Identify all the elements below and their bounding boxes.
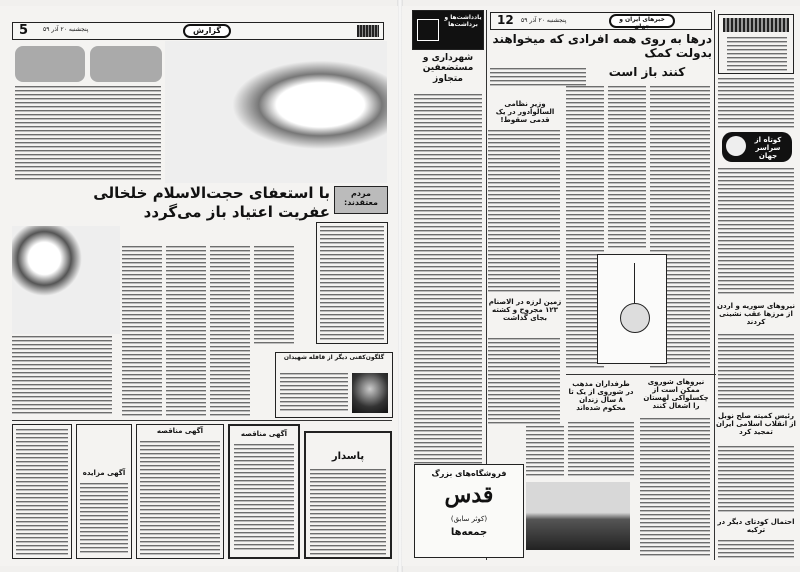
ad-line: جمعه‌ها [450,527,488,538]
divider [566,374,716,375]
notes-box-title: یادداشت‌ها و برداشت‌ها [444,14,482,28]
kicker-box: مردم معتقدند: [334,186,388,214]
world-banner-title: کوتاه از سراسر جهان [754,136,782,161]
headline: نیروهای سوریه و اردن از مرزها عقب نشینی کردند [717,302,795,327]
ad-title: پاسدار [331,451,365,462]
ad-box-pasdar [304,431,392,559]
article-text [718,334,794,408]
headline: نیروهای شوروی ممکن است از چکسلواکی لهستان را اشغال کنند [643,378,709,411]
ad-box [136,424,224,559]
article-text [12,336,112,416]
ad-line: (کوثر سابق) [450,515,488,523]
article-text [608,86,646,250]
quote-box [15,46,85,82]
photo-story-title: گلگون‌کفنی دیگر از قافله شهیدان [283,354,385,361]
clerics-illustration [12,226,120,334]
photo-story [275,352,393,418]
article-text [488,130,560,292]
article-text [254,246,294,346]
right-page [402,6,800,566]
page-number: 5 [19,23,29,38]
ad-title: آگهی مزایده [82,469,126,477]
main-headline-line-2: کنند باز است [608,65,686,79]
article-text [640,418,710,558]
qods-store-ad [414,464,524,558]
masthead-logo [723,18,789,32]
headline: وزیر نظامی السالوادور در یک قدمی سقوط! [495,100,555,125]
ad-box [228,424,300,559]
notes-icon [417,19,439,41]
issue-date: پنجشنبه ۲۰ آذر ۵۹ [43,26,89,33]
cartoon [597,254,667,364]
sidebar-article [316,222,388,344]
divider [12,420,392,421]
world-news-banner [722,132,792,162]
article-text [166,246,206,416]
article-text [490,68,586,88]
quote-box [90,46,162,82]
notes-box [412,10,484,50]
article-text [718,78,794,128]
article-text [488,338,560,424]
left-page [0,6,398,566]
article-text [210,246,250,416]
section-title: خبرهای ایران و جهان [609,14,675,28]
article-text [718,446,794,514]
headline: طرفداران مذهب در شوروی از یک تا ۸ سال زندان محکوم شده‌اند [568,380,634,413]
article-text [15,86,161,182]
notes-headline: شهرداری و مستضعفین متجاوز [422,53,474,84]
headline: رئیس کمیته صلح نوبل از انقلاب اسلامی ایران تمجید کرد [716,412,796,437]
article-text [718,168,794,296]
news-photo [526,482,630,550]
newspaper-logo [357,25,379,37]
ad-title: آگهی مناقصه [240,430,288,438]
article-text [122,246,162,416]
ad-line: فروشگاه‌های بزرگ [431,469,507,478]
headline: زمین لرزه در الاصنام ۱۲۳ مجروح و کشته بجای گذاشت [488,298,562,323]
headline: احتمال کودتای دیگر در ترکیه [717,518,795,535]
page-header [12,22,384,40]
headline-line-1: با استعفای حجت‌الاسلام خلخالی [93,184,330,202]
article-text [718,540,794,558]
main-headline-line-1: درها به روی همه افرادی که میخواهند بدولت کمک [492,32,712,60]
martyr-photo [352,373,388,413]
ad-brand: قدس [444,482,494,508]
issue-date: پنجشنبه ۲۰ آذر ۵۹ [521,17,567,24]
section-title: گزارش [183,24,231,38]
page-header [490,12,712,30]
bomb-icon [620,303,650,333]
article-text [526,426,564,476]
globe-icon [726,136,746,156]
article-text [568,422,634,476]
ad-box [12,424,72,559]
cleric-skull-illustration [165,41,387,183]
ad-title: آگهی مناقصه [156,427,204,435]
page-number: 12 [497,13,514,27]
ad-box [76,424,132,559]
column-rule [714,10,715,560]
masthead-box [718,14,794,74]
headline-line-2: عفریت اعتیاد باز می‌گردد [143,203,330,221]
